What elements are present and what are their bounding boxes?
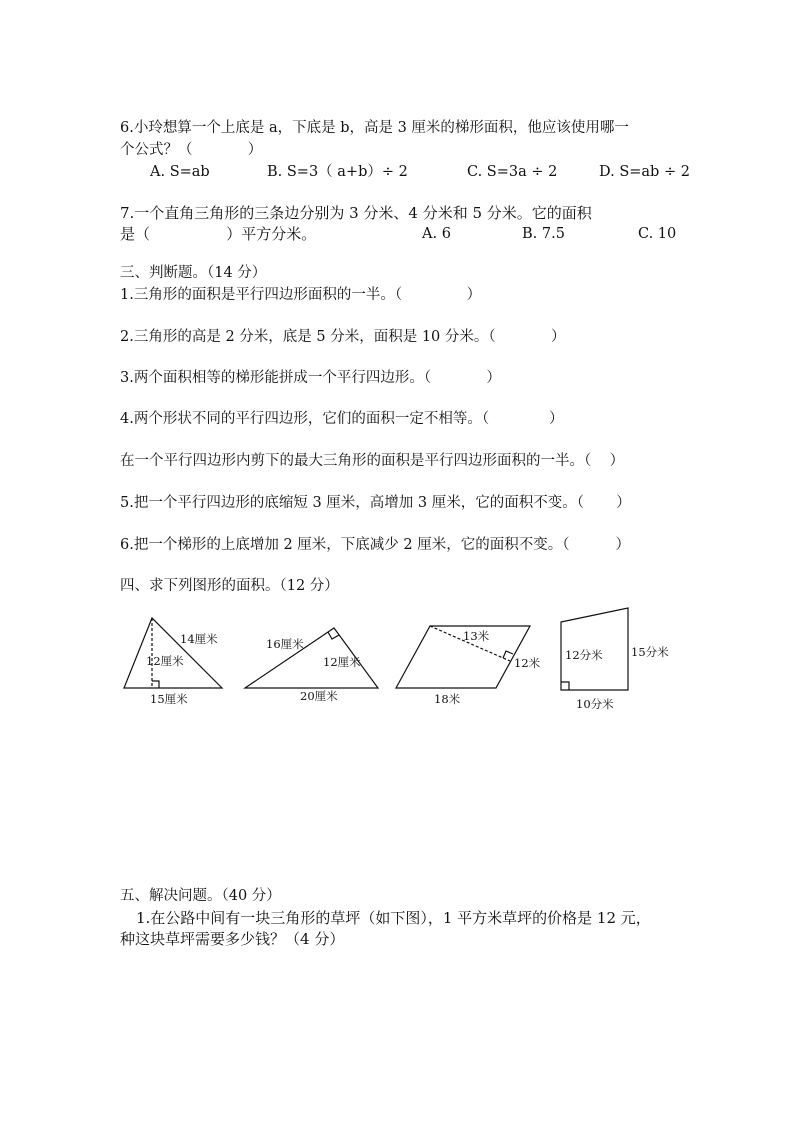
q6-line1: 6.小玲想算一个上底是 a，下底是 b，高是 3 厘米的梯形面积，他应该使用哪一 [120, 120, 629, 136]
fig2-leg1-label: 16厘米 [266, 637, 304, 651]
q7-line1: 7.一个直角三角形的三条边分别为 3 分米、4 分米和 5 分米。它的面积 [120, 204, 592, 222]
fig4-left-label: 12分米 [565, 648, 603, 662]
section3-title: 三、判断题。（14 分） [120, 265, 267, 281]
q6-option-c: C. S=3a ÷ 2 [467, 164, 558, 180]
q7-option-c: C. 10 [638, 226, 677, 242]
fig1-base-label: 15厘米 [150, 692, 188, 706]
section5-q1-line2: 种这块草坪需要多少钱？（4 分） [120, 930, 345, 948]
fig2-hyp-label: 20厘米 [300, 689, 338, 703]
q6-line2: 个公式？（ ） [120, 142, 263, 158]
judge-item-5: 5.把一个平行四边形的底缩短 3 厘米，高增加 3 厘米，它的面积不变。（ ） [120, 495, 631, 511]
q7-line2: 是（ ）平方分米。 [120, 225, 317, 243]
judge-item-2: 2.三角形的高是 2 分米，底是 5 分米，面积是 10 分米。（ ） [120, 329, 566, 345]
judge-item-6: 6.把一个梯形的上底增加 2 厘米，下底减少 2 厘米，它的面积不变。（ ） [120, 537, 631, 553]
fig1-side-label: 14厘米 [180, 632, 218, 646]
q7-option-b: B. 7.5 [522, 226, 565, 242]
figure4-right-angle [561, 682, 569, 690]
q6-option-b: B. S=3（ a+b）÷ 2 [267, 164, 408, 180]
judge-item-3: 3.两个面积相等的梯形能拼成一个平行四边形。（ ） [120, 370, 501, 386]
section4-title: 四、求下列图形的面积。（12 分） [120, 578, 339, 594]
fig1-height-label: 12厘米 [146, 654, 184, 668]
fig2-leg2-label: 12厘米 [323, 655, 361, 669]
q6-option-d: D. S=ab ÷ 2 [599, 164, 690, 180]
fig3-base-label: 18米 [434, 692, 461, 706]
section5-title: 五、解决问题。（40 分） [120, 888, 281, 904]
judge-item-4: 4.两个形状不同的平行四边形，它们的面积一定不相等。（ ） [120, 411, 564, 427]
figure1-right-angle [152, 681, 159, 688]
figure3-right-angle [503, 651, 513, 658]
fig4-bottom-label: 10分米 [576, 697, 614, 711]
fig3-height-label: 13米 [463, 629, 490, 643]
judge-item-1: 1.三角形的面积是平行四边形面积的一半。（ ） [120, 287, 482, 303]
judge-item-extra: 在一个平行四边形内剪下的最大三角形的面积是平行四边形面积的一半。（ ） [120, 453, 625, 469]
fig3-side-label: 12米 [514, 656, 541, 670]
q7-option-a: A. 6 [422, 226, 451, 242]
q6-option-a: A. S=ab [150, 164, 210, 180]
section5-q1-line1: 1.在公路中间有一块三角形的草坪（如下图），1 平方米草坪的价格是 12 元， [136, 909, 651, 927]
fig4-right-label: 15分米 [631, 645, 669, 659]
figure1-triangle [124, 618, 222, 688]
